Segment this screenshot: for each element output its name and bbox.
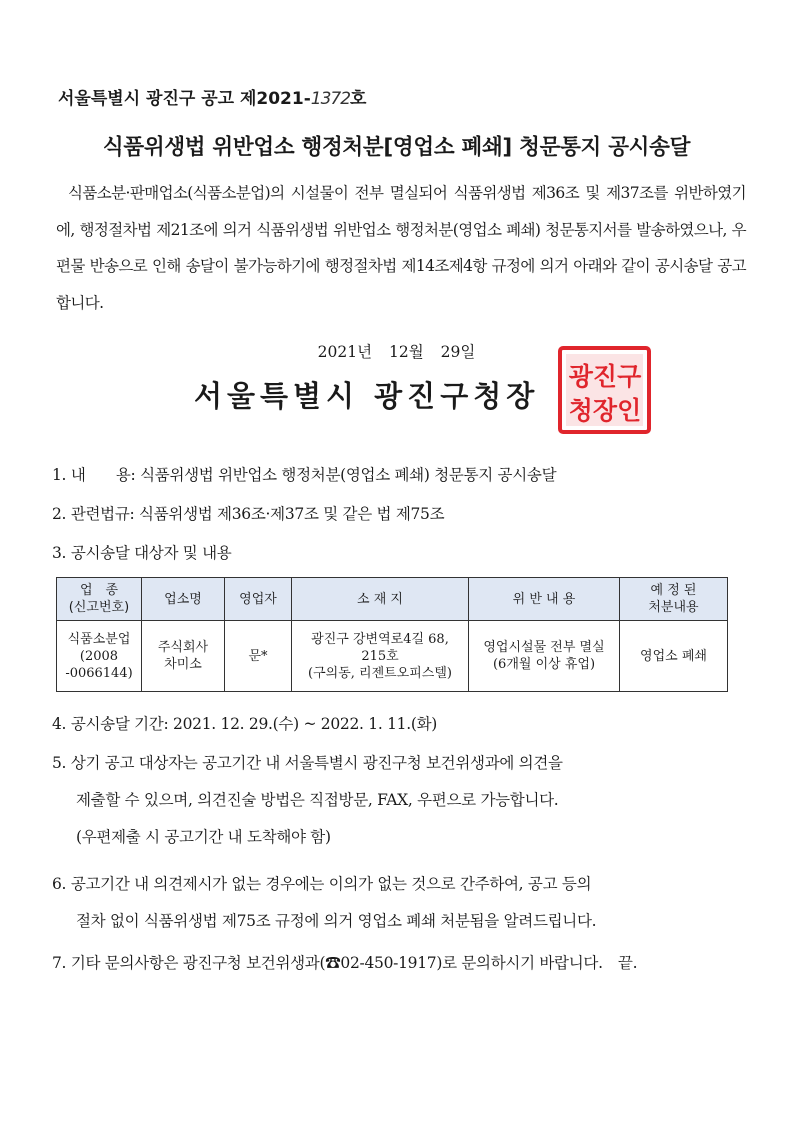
cell-owner: 문* [225,621,292,692]
document-title: 식품위생법 위반업소 행정처분[영업소 폐쇄] 청문통지 공시송달 [102,135,691,160]
cell-biz-name: 주식회사 차미소 [142,621,225,692]
table-row [57,621,728,692]
item-5-line3: (우편제출 시 공고기간 내 도착해야 함) [76,828,331,846]
item-5 [52,745,752,856]
notice-number-suffix: 호 [350,89,367,109]
header-planned-action: 예 정 된 처분내용 [620,578,728,621]
item-6 [52,866,752,940]
intro-paragraph: 식품소분·판매업소(식품소분업)의 시설물이 전부 멸실되어 식품위생법 제36조 및 제37조를 위반하였기에, 행정절차법 제21조에 의거 식품위생법 위반업소 행정처분(영업소 폐쇄) 청문통지서를 발송하였으나, 우편물 반송으로 인해 송달이 불가능하기에 행정절차법 제14조제4항 규정에 의거 아래와 같이 공시송달 공고합니다. [56,184,746,312]
table-header-row [57,578,728,621]
header-address: 소 재 지 [292,578,469,621]
official-seal-stamp [557,345,652,435]
item-5-line2: 제출할 수 있으며, 의견진술 방법은 직접방문, FAX, 우편으로 가능합니다. [76,791,559,809]
header-biz-name: 업소명 [142,578,225,621]
notice-date: 2021년 12월 29일 [317,343,476,361]
item-3: 3. 공시송달 대상자 및 내용 [52,544,232,562]
notice-number-prefix: 서울특별시 광진구 공고 제2021- [58,89,311,109]
item-1: 1. 내 용: 식품위생법 위반업소 행정처분(영업소 폐쇄) 청문통지 공시송달 [52,466,557,484]
seal-text-line2: 청장인 [568,396,642,425]
issuer-name: 서울특별시 광진구청장 [194,379,540,413]
item-4: 4. 공시송달 기간: 2021. 12. 29.(수) ~ 2022. 1. 11.(화) [52,715,438,733]
item-5-line1: 5. 상기 공고 대상자는 공고기간 내 서울특별시 광진구청 보건위생과에 의견을 [52,754,563,772]
item-2: 2. 관련법규: 식품위생법 제36조·제37조 및 같은 법 제75조 [52,505,445,523]
cell-planned-action: 영업소 폐쇄 [620,621,728,692]
cell-violation: 영업시설물 전부 멸실 (6개월 이상 휴업) [469,621,620,692]
item-6-line2: 절차 없이 식품위생법 제75조 규정에 의거 영업소 폐쇄 처분됨을 알려드립니다. [76,912,597,930]
header-owner: 영업자 [225,578,292,621]
item-7: 7. 기타 문의사항은 광진구청 보건위생과(☎02-450-1917)로 문의하시기 바랍니다. 끝. [52,954,638,972]
cell-address: 광진구 강변역로4길 68, 215호 (구의동, 리젠트오피스텔) [292,621,469,692]
header-biz-type: 업 종 (신고번호) [57,578,142,621]
cell-biz-type: 식품소분업 (2008 -0066144) [57,621,142,692]
header-violation: 위 반 내 용 [469,578,620,621]
notice-number [58,84,366,109]
item-6-line1: 6. 공고기간 내 의견제시가 없는 경우에는 이의가 없는 것으로 간주하여, 공고 등의 [52,875,592,893]
notice-number-handwritten: 1372 [310,89,351,109]
seal-text-line1: 광진구 [568,362,642,391]
target-table [56,577,728,692]
